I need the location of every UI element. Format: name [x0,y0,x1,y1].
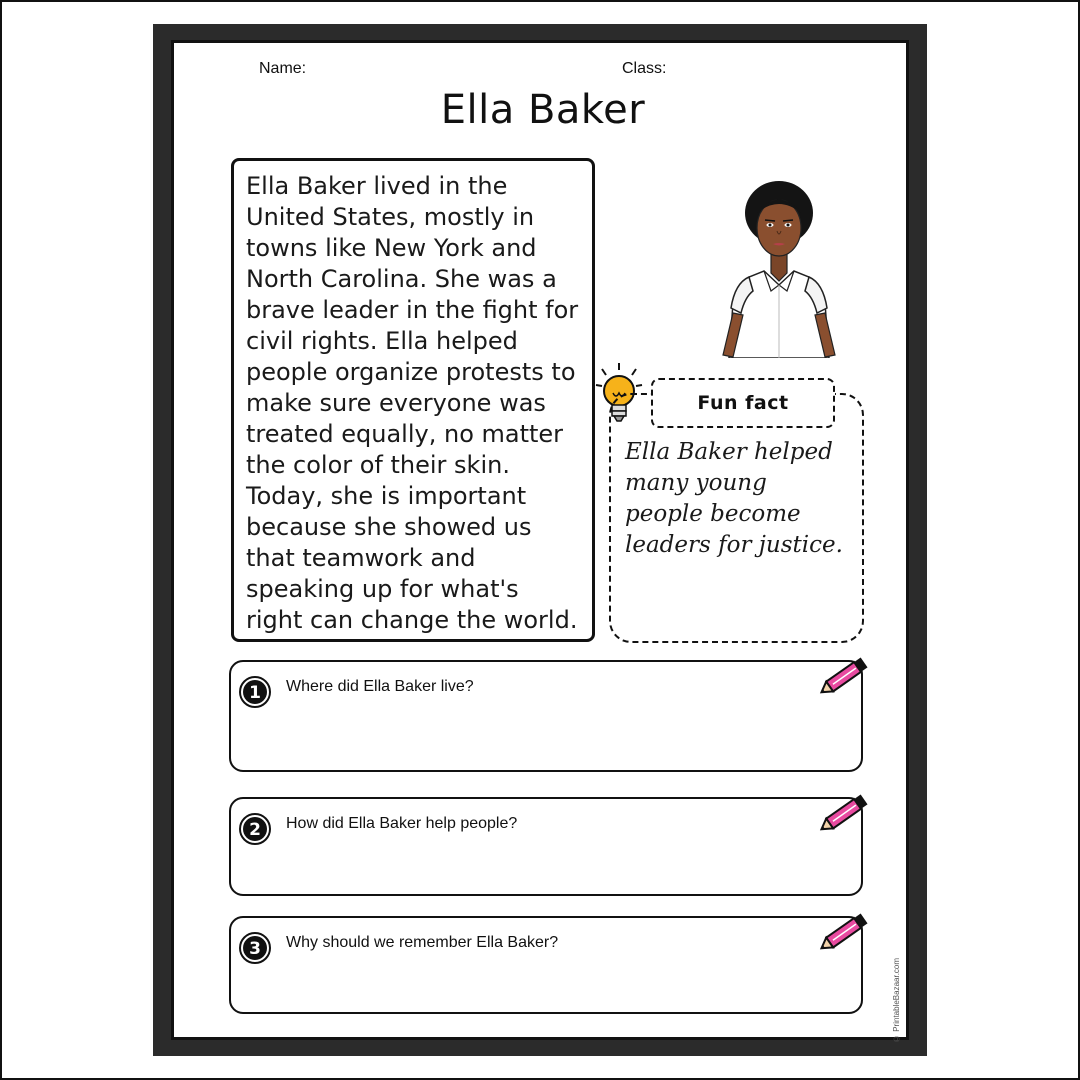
number-badge-icon [239,676,271,708]
biography-box [231,158,595,642]
worksheet-frame [153,24,927,1056]
pencil-icon [817,908,873,958]
class-label: Class: [622,60,667,77]
biography-text: Ella Baker lived in the United States, mostly in towns like New York and North Carolina. She was a brave leader in the fight for civil rights. Ella helped people organize protests to make sure everyone was treated equally, no matter the color of their skin. Today, she is important because she showed us that teamwork and speaking up for what's right can change the world. [246,172,579,634]
question-box-3[interactable] [229,916,863,1014]
page-title: Ella Baker [440,87,646,133]
number-badge-icon [239,813,271,845]
copyright-text: © PrintableBazaar.com [892,957,901,1043]
question-text: Why should we remember Ella Baker? [286,934,559,951]
fun-fact-text: Ella Baker helped many young people become leaders for justice. [625,439,843,558]
svg-text:3: 3 [249,939,261,959]
question-box-1[interactable] [229,660,863,772]
worksheet-page [171,40,909,1043]
pencil-icon [817,789,873,839]
pencil-icon [817,652,873,702]
portrait-illustration [719,173,839,358]
name-label: Name: [259,60,307,77]
question-text: Where did Ella Baker live? [286,678,474,695]
svg-text:2: 2 [249,820,261,840]
fun-fact-heading: Fun fact [651,378,835,428]
svg-text:1: 1 [249,683,261,703]
question-box-2[interactable] [229,797,863,896]
fun-fact-box [609,393,864,643]
question-text: How did Ella Baker help people? [286,815,518,832]
number-badge-icon [239,932,271,964]
